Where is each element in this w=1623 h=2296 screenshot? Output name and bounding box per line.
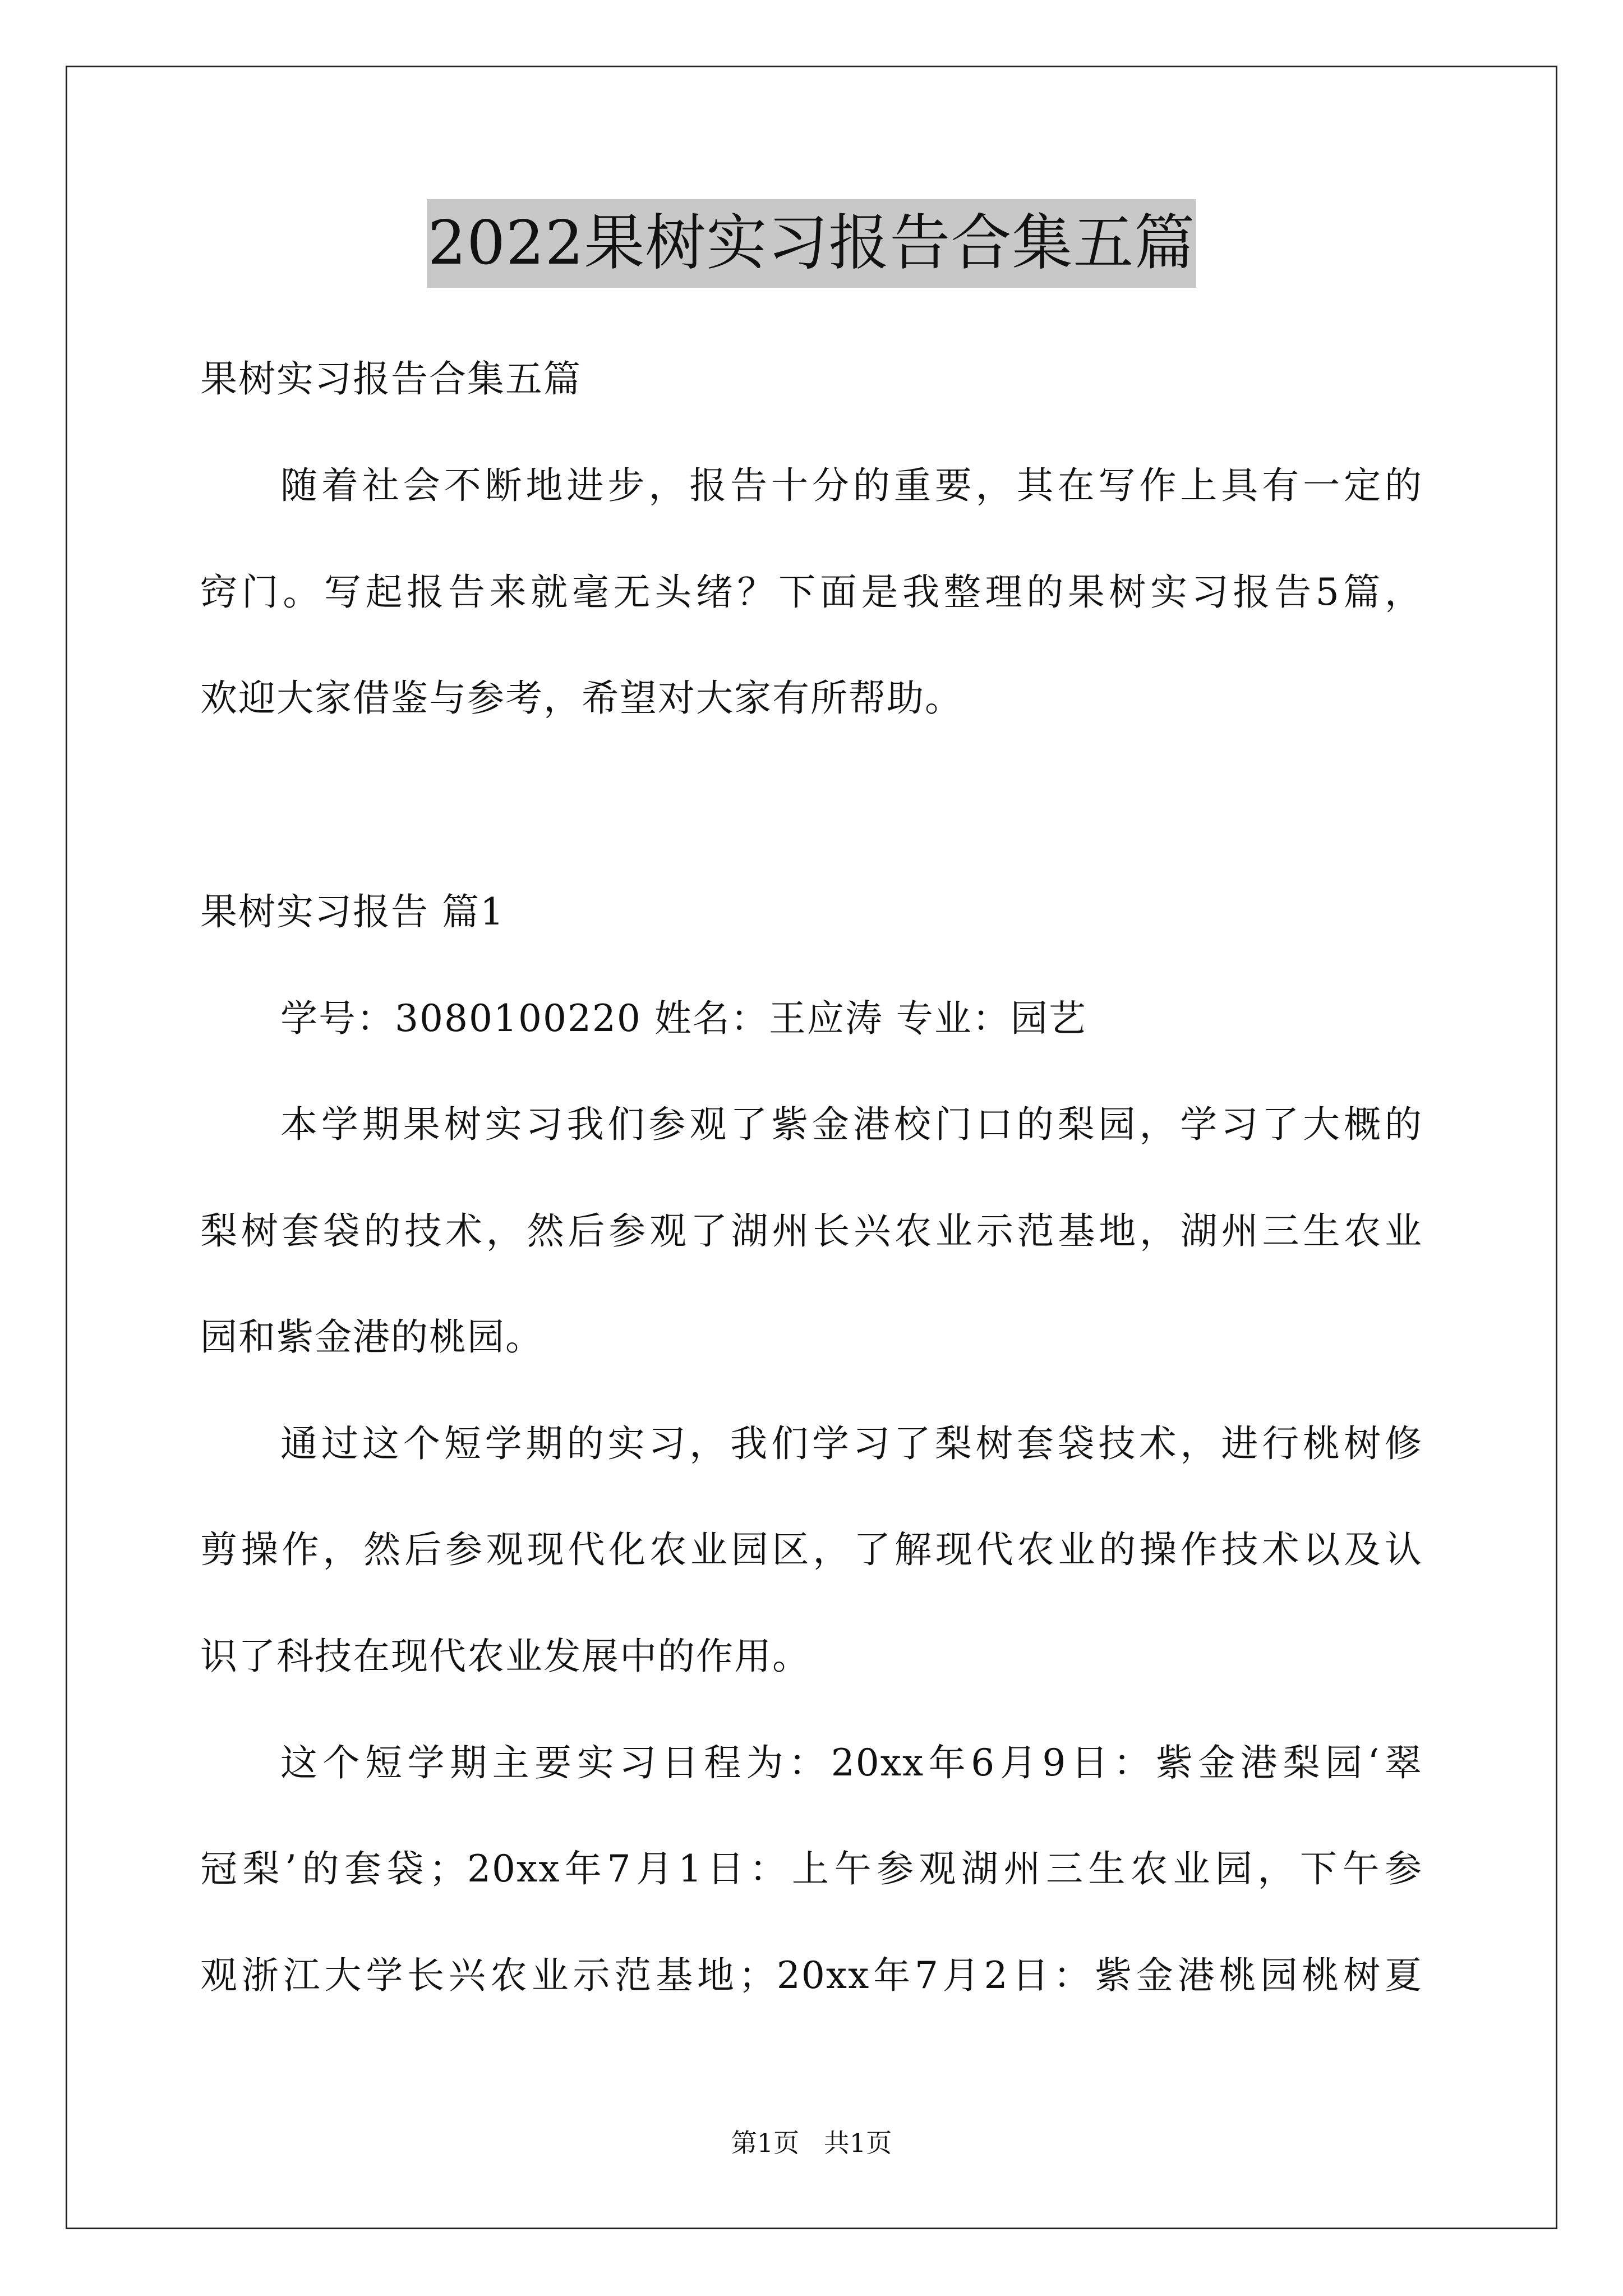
student-info: 学号：3080100220 姓名：王应涛 专业：园艺	[280, 997, 1087, 1040]
paragraph3-line-2: 冠梨’的套袋；20xx年7月1日：上午参观湖州三生农业园，下午参	[200, 1847, 1423, 1890]
paragraph1-line-1: 本学期果树实习我们参观了紫金港校门口的梨园，学习了大概的	[280, 1103, 1423, 1146]
intro-line-1: 随着社会不断地进步，报告十分的重要，其在写作上具有一定的	[280, 464, 1423, 507]
paragraph2-line-2: 剪操作，然后参观现代化农业园区，了解现代农业的操作技术以及认	[200, 1528, 1423, 1571]
intro-line-2: 窍门。写起报告来就毫无头绪？下面是我整理的果树实习报告5篇，	[200, 570, 1423, 614]
document-subtitle: 果树实习报告合集五篇	[200, 357, 582, 401]
title-container	[0, 199, 1623, 288]
paragraph3-line-1: 这个短学期主要实习日程为：20xx年6月9日：紫金港梨园‘翠	[280, 1741, 1423, 1784]
paragraph1-line-3: 园和紫金港的桃园。	[200, 1315, 543, 1359]
page-number-footer: 第1页 共1页	[731, 2128, 892, 2158]
paragraph2-line-1: 通过这个短学期的实习，我们学习了梨树套袋技术，进行桃树修	[280, 1422, 1423, 1465]
intro-line-3: 欢迎大家借鉴与参考，希望对大家有所帮助。	[200, 677, 963, 720]
section-heading: 果树实习报告 篇1	[200, 890, 505, 933]
paragraph2-line-3: 识了科技在现代农业发展中的作用。	[200, 1635, 810, 1678]
paragraph3-line-3: 观浙江大学长兴农业示范基地；20xx年7月2日：紫金港桃园桃树夏	[200, 1954, 1423, 1997]
paragraph1-line-2: 梨树套袋的技术，然后参观了湖州长兴农业示范基地，湖州三生农业	[200, 1209, 1423, 1253]
document-title: 2022果树实习报告合集五篇	[427, 199, 1197, 288]
